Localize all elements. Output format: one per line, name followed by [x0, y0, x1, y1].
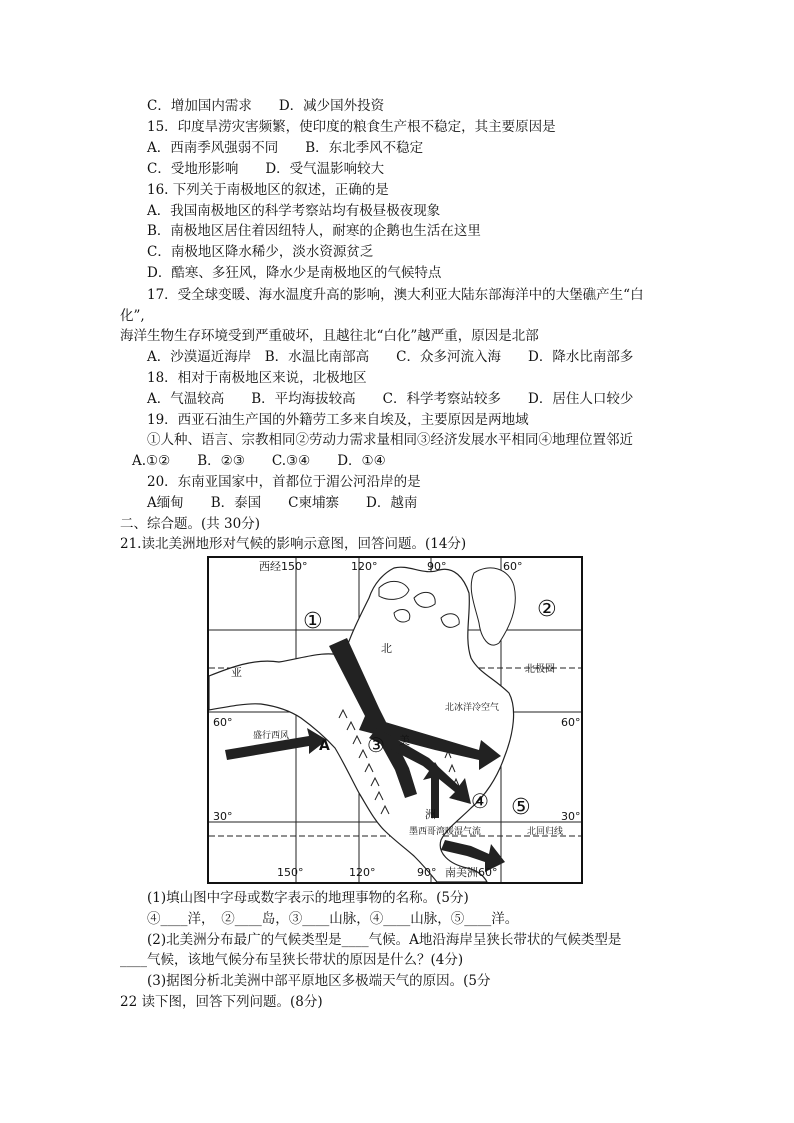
label-5: ⑤ [511, 795, 531, 820]
map-char-bei: 北 [381, 642, 392, 655]
q21-part3: (3)据图分析北美洲中部平原地区多极端天气的原因。(5分 [147, 973, 491, 989]
gulf-air-label: 墨西哥湾暖湿气流 [409, 827, 482, 837]
arctic-circle-label: 北极圈 [525, 664, 555, 675]
q22-stem: 22 读下图，回答下列问题。(8分) [120, 994, 323, 1010]
q19-options: A.①② B．②③ C.③④ D．①④ [132, 453, 386, 469]
polar-air-label: 北冰洋冷空气 [445, 703, 500, 713]
north-america-map [207, 556, 583, 884]
q15-options-cd: C．受地形影响 D．受气温影响较大 [147, 161, 385, 177]
q21-part1: (1)填山图中字母或数字表示的地理事物的名称。(5分) [147, 890, 469, 906]
q15-options-ab: A．西南季风强弱不同 B．东北季风不稳定 [147, 140, 424, 156]
label-4: ④ [471, 789, 489, 813]
q16-option-a: A．我国南极地区的科学考察站均有极昼极夜现象 [147, 203, 441, 219]
section2-title: 二、综合题。(共 30分) [120, 516, 261, 532]
lat-60-right-label: 60° [561, 716, 581, 729]
q17-stem-3: 海洋生物生存环境受到严重破坏，且越往北“白化”越严重，原因是北部 [120, 328, 539, 344]
q21-stem: 21.读北美洲地形对气候的影响示意图，回答问题。(14分) [120, 536, 467, 552]
q16-stem: 16. 下列关于南极地区的叙述，正确的是 [147, 182, 389, 198]
lon-120-bottom-label: 120° [349, 866, 376, 879]
q19-stem: 19．西亚石油生产国的外籍劳工多来自埃及，主要原因是两地域 [147, 412, 529, 428]
map-char-mei: 美 [399, 734, 410, 747]
q20-stem: 20．东南亚国家中，首都位于湄公河沿岸的是 [147, 474, 421, 490]
lon-90-top-label: 90° [427, 560, 447, 573]
q15-stem: 15．印度旱涝灾害频繁，使印度的粮食生产根不稳定，其主要原因是 [147, 119, 556, 135]
q20-options: A缅甸 B．泰国 C柬埔寨 D．越南 [147, 495, 418, 511]
lat-60-left-label: 60° [213, 716, 233, 729]
q18-options: A．气温较高 B．平均海拔较高 C．科学考察站较多 D．居住人口较少 [147, 391, 634, 407]
lon-60-top-label: 60° [503, 560, 523, 573]
q17-stem-2: 化”, [120, 308, 145, 324]
greenland-outline [471, 568, 515, 645]
map-char-zhou: 洲 [425, 808, 436, 821]
lon-150-bottom-label: 150° [277, 866, 304, 879]
lon-90-bottom-label: 90° [417, 866, 437, 879]
label-A: A [319, 738, 330, 754]
q14-options: C．增加国内需求 D．减少国外投资 [147, 98, 385, 114]
q18-stem: 18．相对于南极地区来说，北极地区 [147, 370, 367, 386]
map-svg [209, 558, 581, 882]
q16-option-d: D．酷寒、多狂风，降水少是南极地区的气候特点 [147, 265, 442, 281]
q21-part2b: ____气候，该地气候分布呈狭长带状的原因是什么？(4分) [120, 952, 464, 968]
lon-150-top-label: 西经150° [259, 560, 308, 573]
q16-option-b: B．南极地区居住着因纽特人，耐寒的企鹅也生活在这里 [147, 223, 481, 239]
label-2: ② [537, 597, 557, 622]
lon-120-top-label: 120° [351, 560, 378, 573]
lat-30-right-label: 30° [561, 810, 581, 823]
map-char-ya: 亚 [231, 666, 242, 679]
q16-option-c: C．南极地区降水稀少，淡水资源贫乏 [147, 244, 374, 260]
label-1: ① [303, 609, 323, 634]
q21-part1-blanks: ④____洋， ②____岛，③____山脉，④____山脉，⑤____洋。 [147, 911, 519, 927]
lon-60-bottom-label: 南美洲60° [445, 866, 498, 879]
lat-30-left-label: 30° [213, 810, 233, 823]
westerly-label: 盛行西风 [253, 731, 290, 741]
q17-options: A．沙漠逼近海岸 B．水温比南部高 C．众多河流入海 D．降水比南部多 [147, 349, 634, 365]
q19-items: ①人种、语言、宗教相同②劳动力需求量相同③经济发展水平相同④地理位置邻近 [147, 432, 633, 448]
q17-stem-1: 17．受全球变暖、海水温度升高的影响，澳大利亚大陆东部海洋中的大堡礁产生“白 [147, 287, 644, 303]
q21-part2a: (2)北美洲分布最广的气候类型是____气候。A地沿海岸呈狭长带状的气候类型是 [147, 932, 622, 948]
tropic-label: 北回归线 [527, 827, 564, 837]
label-3: ③ [367, 733, 385, 757]
